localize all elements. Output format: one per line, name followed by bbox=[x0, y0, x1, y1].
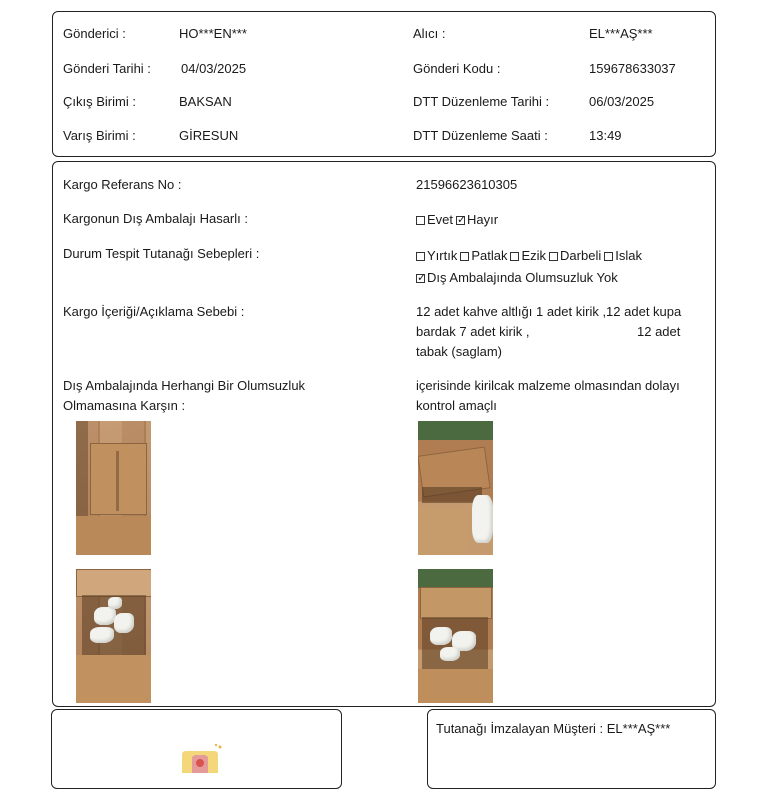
note-value-line-1: içerisinde kirilcak malzeme olmasından dolayı bbox=[416, 378, 680, 393]
ship-code-label: Gönderi Kodu : bbox=[413, 61, 501, 76]
photo-paper bbox=[90, 627, 114, 643]
note-label-line-1: Dış Ambalajında Herhangi Bir Olumsuzluk bbox=[63, 378, 306, 393]
damage-option-hayir[interactable]: ✓ Hayır bbox=[456, 212, 498, 227]
package-photo-1[interactable] bbox=[76, 421, 151, 555]
ship-code-value: 159678633037 bbox=[589, 61, 676, 76]
checkbox-icon[interactable] bbox=[604, 252, 613, 261]
receiver-value: EL***AŞ*** bbox=[589, 26, 653, 41]
reason-option-no-issue[interactable]: ✓Dış Ambalajında Olumsuzluk Yok bbox=[416, 270, 618, 285]
content-line-3: tabak (saglam) bbox=[416, 344, 502, 359]
photo-paper bbox=[114, 613, 134, 633]
dtt-time-label: DTT Düzenleme Saati : bbox=[413, 128, 548, 143]
destination-label: Varış Birimi : bbox=[63, 128, 136, 143]
reason-option-yirtik[interactable]: Yırtık bbox=[416, 248, 457, 263]
checkbox-checked-icon[interactable] bbox=[416, 274, 425, 283]
reason-option-darbeli[interactable]: Darbeli bbox=[549, 248, 601, 263]
destination-value: GİRESUN bbox=[179, 128, 239, 143]
content-line-2a: bardak 7 adet kirik , bbox=[416, 324, 530, 339]
checkbox-icon[interactable] bbox=[460, 252, 469, 261]
checkbox-icon[interactable] bbox=[549, 252, 558, 261]
photo-box-flap bbox=[76, 655, 151, 703]
ship-date-label: Gönderi Tarihi : bbox=[63, 61, 151, 76]
reference-value: 21596623610305 bbox=[416, 177, 518, 192]
photo-paper bbox=[472, 495, 493, 543]
checkbox-checked-icon[interactable] bbox=[456, 216, 465, 225]
reasons-options-row1 bbox=[416, 248, 645, 264]
sender-label: Gönderici : bbox=[63, 26, 126, 41]
signing-customer-label: Tutanağı İmzalayan Müşteri : EL***AŞ*** bbox=[436, 721, 671, 736]
photo-box-flap bbox=[418, 509, 468, 555]
origin-label: Çıkış Birimi : bbox=[63, 94, 136, 109]
reference-label: Kargo Referans No : bbox=[63, 177, 182, 192]
photo-paper bbox=[440, 647, 460, 661]
dtt-date-label: DTT Düzenleme Tarihi : bbox=[413, 94, 550, 109]
content-line-2b: 12 adet bbox=[637, 324, 681, 339]
reasons-options-row2 bbox=[416, 270, 621, 286]
photo-box-flap bbox=[418, 669, 493, 703]
content-label: Kargo İçeriği/Açıklama Sebebi : bbox=[63, 304, 245, 319]
cargo-details-panel bbox=[52, 161, 716, 707]
photo-shadow bbox=[116, 451, 119, 511]
dtt-time-value: 13:49 bbox=[589, 128, 622, 143]
photo-box-flap bbox=[76, 569, 151, 597]
checkbox-icon[interactable] bbox=[510, 252, 519, 261]
photo-paper bbox=[430, 627, 452, 645]
reason-option-patlak[interactable]: Patlak bbox=[460, 248, 507, 263]
signature-panel bbox=[427, 709, 716, 789]
photo-paper bbox=[108, 597, 122, 609]
checkbox-icon[interactable] bbox=[416, 216, 425, 225]
photo-box-flap bbox=[420, 587, 492, 619]
dtt-date-value: 06/03/2025 bbox=[589, 94, 655, 109]
ship-date-value: 04/03/2025 bbox=[181, 61, 247, 76]
damage-label: Kargonun Dış Ambalajı Hasarlı : bbox=[63, 211, 248, 226]
photo-box-flap bbox=[76, 516, 151, 555]
package-photo-4[interactable] bbox=[418, 569, 493, 703]
reasons-label: Durum Tespit Tutanağı Sebepleri : bbox=[63, 246, 260, 261]
receiver-label: Alıcı : bbox=[413, 26, 446, 41]
damage-options bbox=[416, 212, 501, 228]
origin-value: BAKSAN bbox=[179, 94, 232, 109]
note-label-line-2: Olmamasına Karşın : bbox=[63, 398, 186, 413]
damage-option-evet[interactable]: Evet bbox=[416, 212, 453, 227]
reason-option-islak[interactable]: Islak bbox=[604, 248, 642, 263]
sender-value: HO***EN*** bbox=[179, 26, 247, 41]
photo-paper bbox=[94, 607, 116, 625]
stamp-logo-icon bbox=[176, 743, 224, 773]
package-photo-3[interactable] bbox=[418, 421, 493, 555]
content-line-1: 12 adet kahve altlığı 1 adet kirik ,12 adet kupa bbox=[416, 304, 682, 319]
shipment-info-panel bbox=[52, 11, 716, 157]
checkbox-icon[interactable] bbox=[416, 252, 425, 261]
note-value-line-2: kontrol amaçlı bbox=[416, 398, 497, 413]
package-photo-2[interactable] bbox=[76, 569, 151, 703]
reason-option-ezik[interactable]: Ezik bbox=[510, 248, 546, 263]
